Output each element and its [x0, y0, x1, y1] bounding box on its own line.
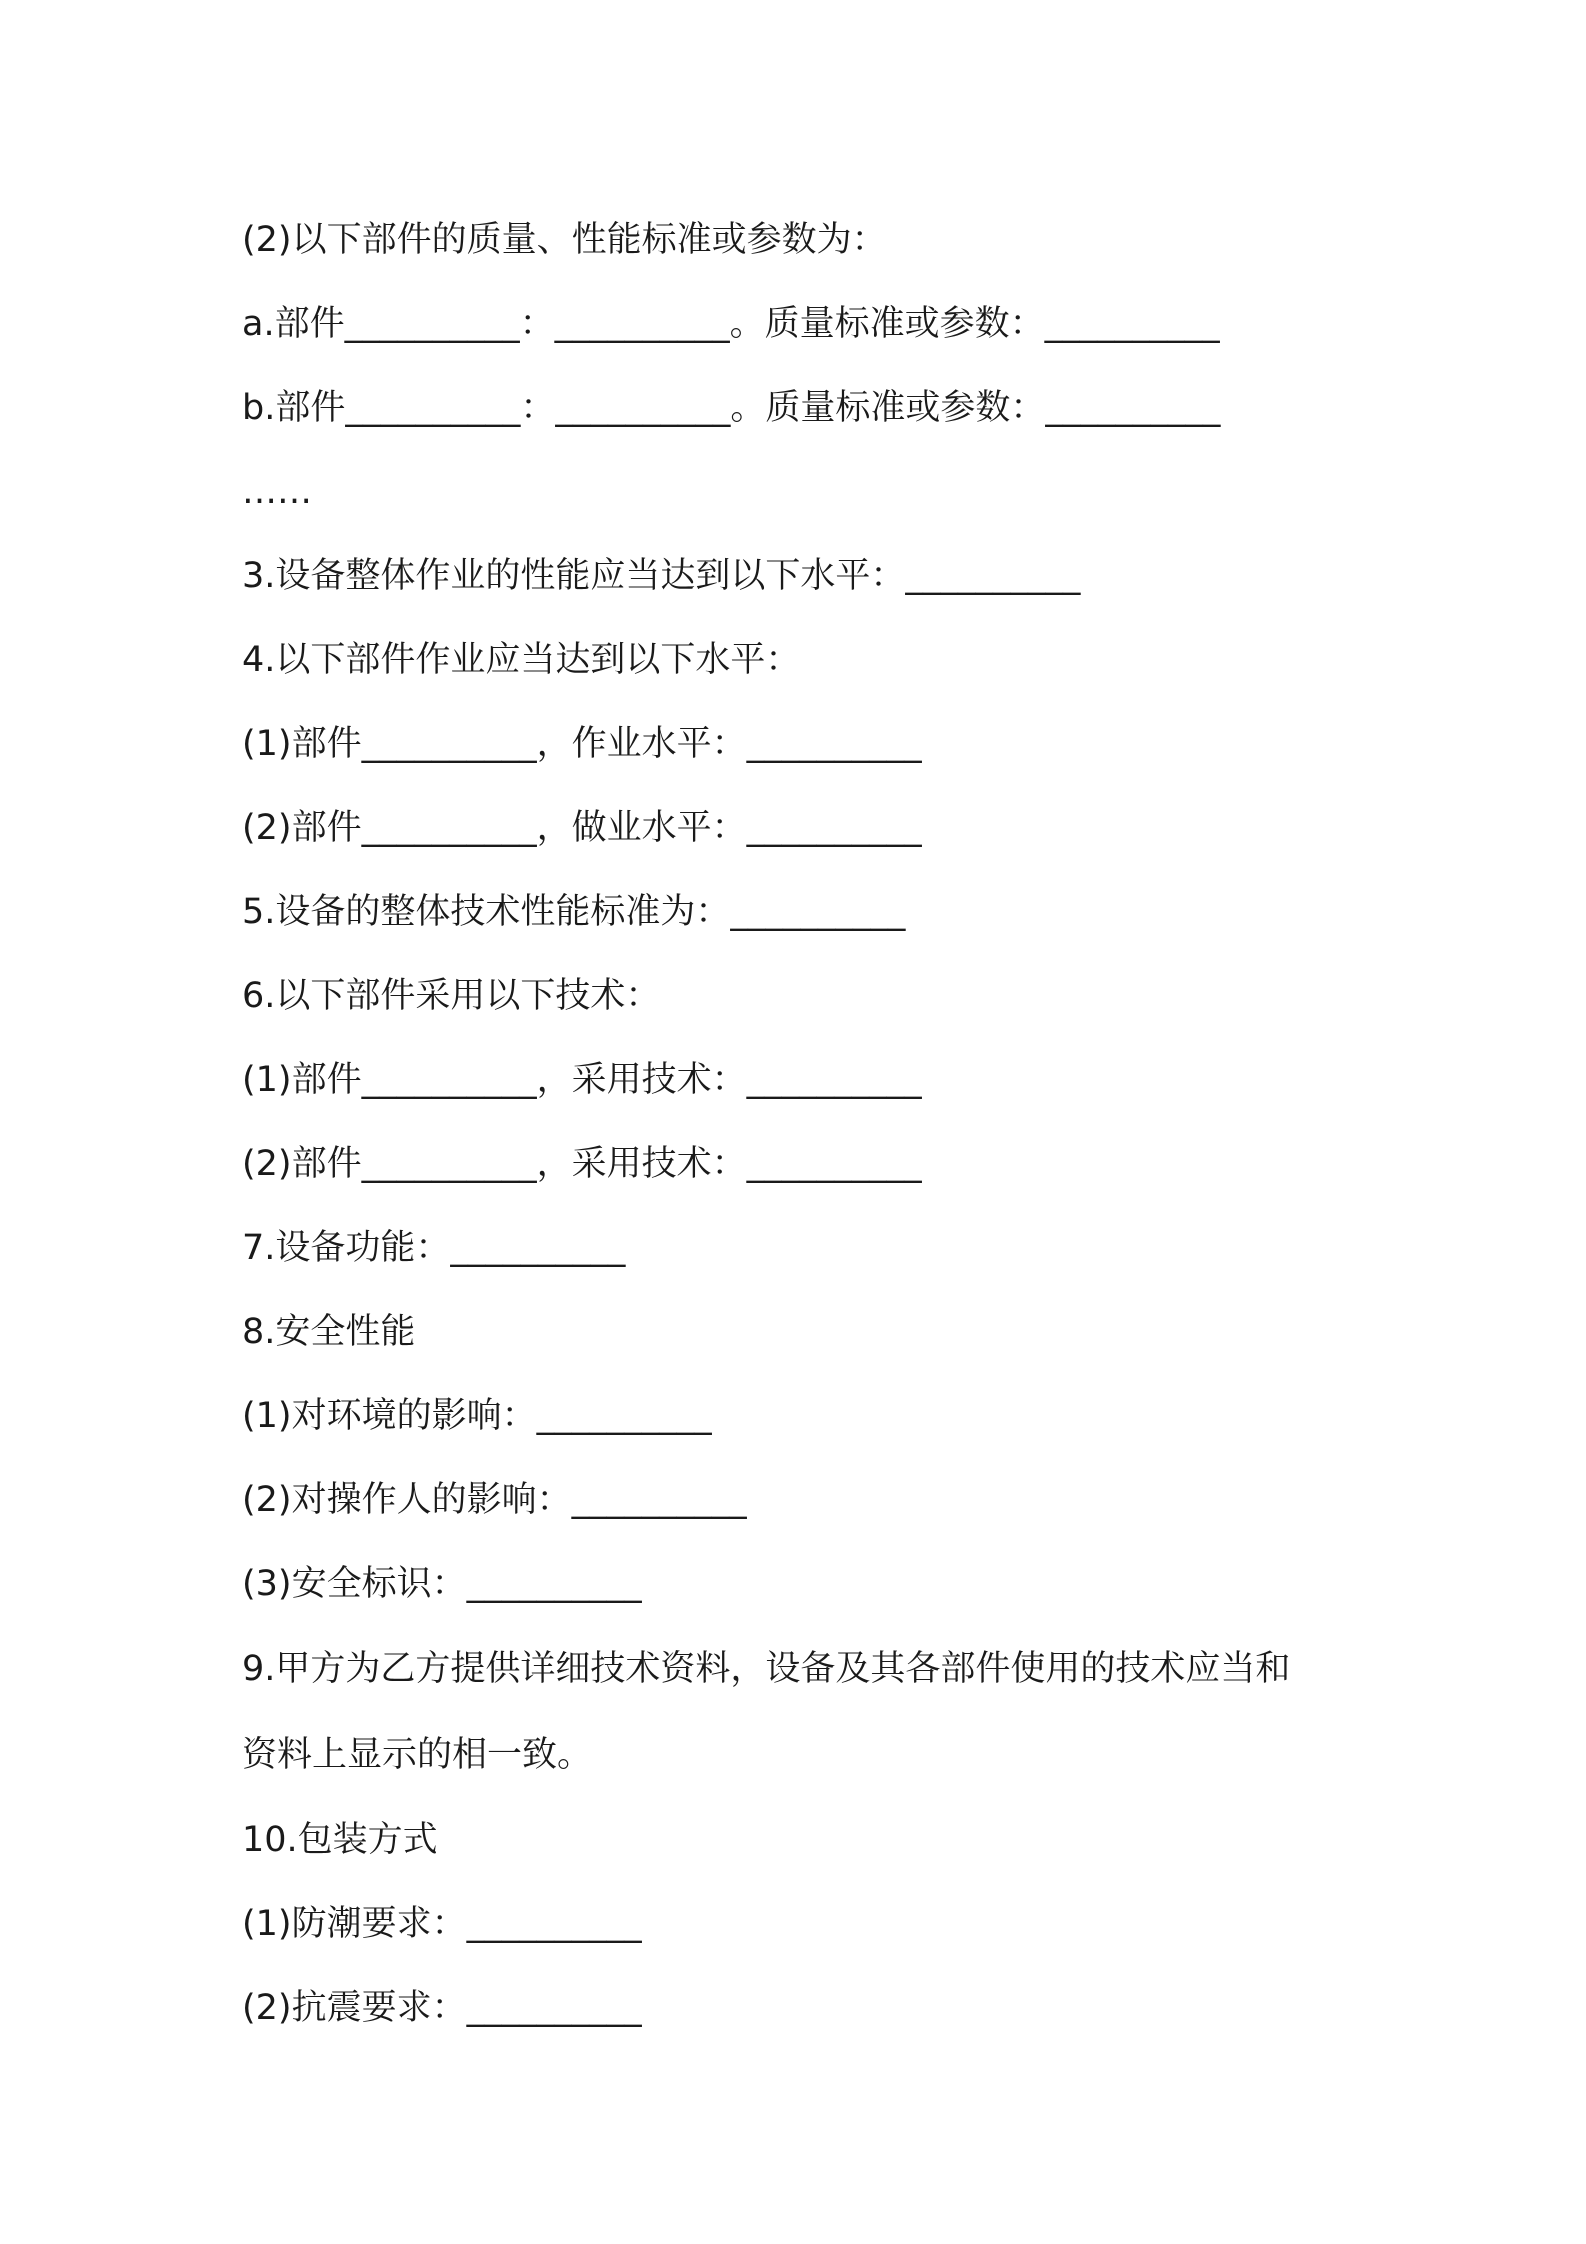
document-body: [242, 198, 1402, 2050]
clause-7: 7.设备功能：__________: [242, 1228, 626, 1268]
clause-8-item-1: (1)对环境的影响：__________: [242, 1396, 712, 1436]
section-2-heading: (2)以下部件的质量、性能标准或参数为：: [242, 220, 887, 260]
clause-10-item-2: (2)抗震要求：__________: [242, 1988, 642, 2028]
clause-9-line-1: 9.甲方为乙方提供详细技术资料，设备及其各部件使用的技术应当和: [242, 1649, 1291, 1689]
clause-4: 4.以下部件作业应当达到以下水平：: [242, 640, 801, 680]
clause-6-item-1: (1)部件__________，采用技术：__________: [242, 1060, 922, 1100]
clause-3: 3.设备整体作业的性能应当达到以下水平：__________: [242, 556, 1081, 596]
clause-6: 6.以下部件采用以下技术：: [242, 976, 661, 1016]
clause-6-item-2: (2)部件__________，采用技术：__________: [242, 1144, 922, 1184]
clause-8-item-2: (2)对操作人的影响：__________: [242, 1480, 747, 1520]
clause-9-line-2: 资料上显示的相一致。: [242, 1735, 593, 1775]
clause-10: 10.包装方式: [242, 1820, 438, 1860]
clause-4-item-2: (2)部件__________，做业水平：__________: [242, 808, 922, 848]
part-a-line: a.部件__________：__________。质量标准或参数：__________: [242, 304, 1220, 344]
clause-10-item-1: (1)防潮要求：__________: [242, 1904, 642, 1944]
clause-8: 8.安全性能: [242, 1312, 416, 1352]
clause-4-item-1: (1)部件__________，作业水平：__________: [242, 724, 922, 764]
part-b-line: b.部件__________：__________。质量标准或参数：__________: [242, 388, 1221, 428]
clause-5: 5.设备的整体技术性能标准为：__________: [242, 892, 906, 932]
clause-8-item-3: (3)安全标识：__________: [242, 1564, 642, 1604]
ellipsis-line: ……: [242, 472, 312, 512]
